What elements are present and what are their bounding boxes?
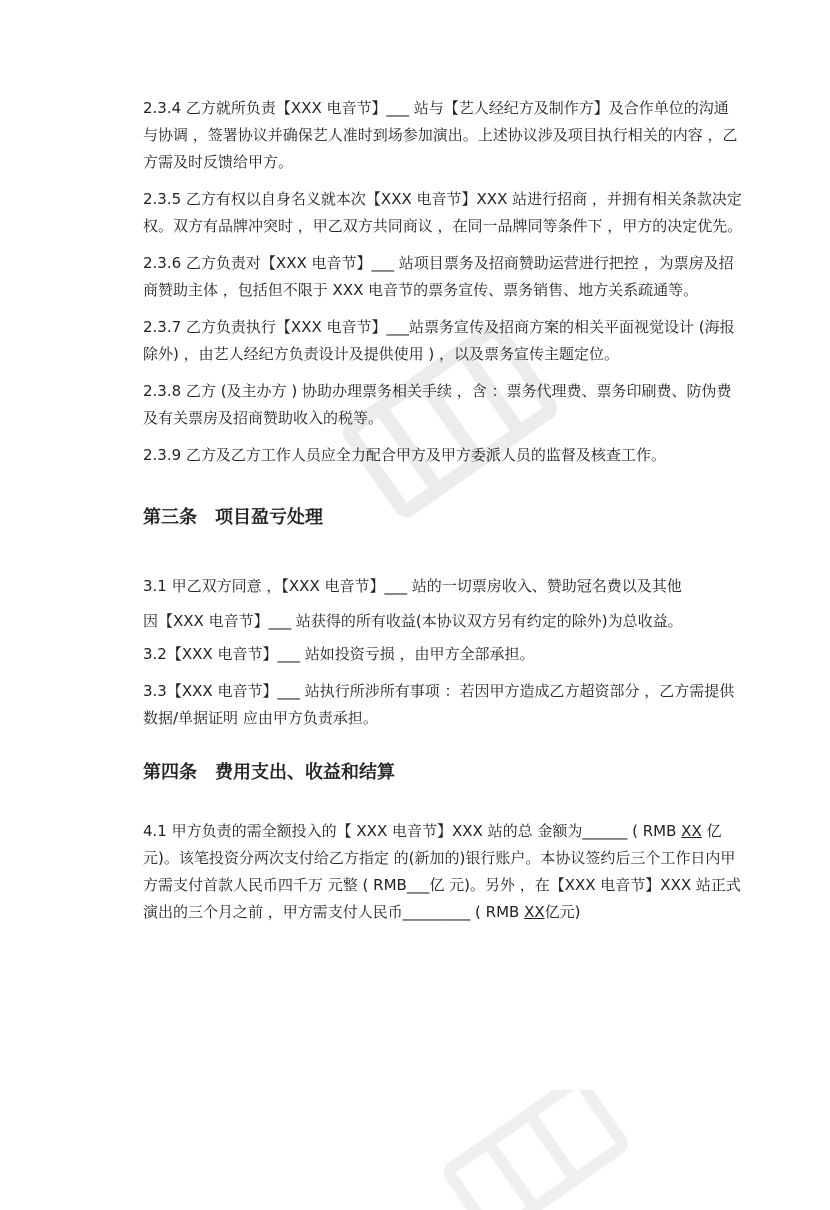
article-3-heading: 第三条 项目盈亏处理 — [143, 507, 323, 528]
clause-3-1 — [143, 569, 743, 639]
clause-3-1-line-2: 因【XXX 电音节】___ 站获得的所有收益(本协议双方另有约定的除外)为总收益。 — [143, 612, 683, 630]
clause-4-1-part-a: 4.1 甲方负责的需全额投入的【 XXX 电音节】XXX 站的总 金额为______ ( RMB — [143, 822, 682, 840]
watermark-graphic-bottom — [430, 1090, 630, 1210]
clause-2-3-9: 2.3.9 乙方及乙方工作人员应全力配合甲方及甲方委派人员的监督及核查工作。 — [143, 446, 666, 464]
clause-4-1-xx-2: XX — [524, 903, 545, 921]
clause-2-3-5: 2.3.5 乙方有权以自身名义就本次【XXX 电音节】XXX 站进行招商 ，并拥有相关条款决定权。双方有品牌冲突时 ，甲乙双方共同商议 ，在同一品牌同等条件下 ，甲方的决定优先。 — [143, 190, 743, 235]
clause-4-1-part-c: 亿元) — [544, 903, 581, 921]
article-4-heading: 第四条 费用支出、收益和结算 — [143, 762, 395, 783]
clause-4-1-xx-1: XX — [681, 822, 702, 840]
clause-2-3-4: 2.3.4 乙方就所负责【XXX 电音节】___ 站与【艺人经纪方及制作方】及合作单位的沟通与协调 ，签署协议并确保艺人准时到场参加演出。上述协议涉及项目执行相关的内容 ，乙方需及时反馈给甲方。 — [143, 99, 738, 171]
document-page — [143, 95, 743, 936]
clause-4-1-part-b: 亿元)。该笔投资分两次支付给乙方指定 的(新加的)银行账户。本协议签约后三个工作日内甲方需支付首款人民币四千万 元整 ( RMB___亿 元)。另外 ，在【XXX 电音节】XXX 站正式演出的三个月之前 ，甲方需支付人民币_________ ( RMB — [143, 822, 741, 921]
clause-3-1-line-1: 3.1 甲乙双方同意 ，【XXX 电音节】___ 站的一切票房收入、赞助冠名费以及其他 — [143, 577, 682, 595]
clause-2-3-7: 2.3.7 乙方负责执行【XXX 电音节】___站票务宣传及招商方案的相关平面视觉设计 (海报除外) ，由艺人经纪方负责设计及提供使用 ) ，以及票务宣传主题定位。 — [143, 318, 735, 363]
clause-2-3-6: 2.3.6 乙方负责对【XXX 电音节】___ 站项目票务及招商赞助运营进行把控 ，为票房及招商赞助主体 ，包括但不限于 XXX 电音节的票务宣传、票务销售、地方关系疏通等。 — [143, 254, 734, 299]
clause-3-3: 3.3【XXX 电音节】___ 站执行所涉所有事项 ：若因甲方造成乙方超资部分 ，乙方需提供数据/单据证明 应由甲方负责承担。 — [143, 682, 735, 727]
clause-3-2: 3.2【XXX 电音节】___ 站如投资亏损 ，由甲方全部承担。 — [143, 645, 535, 663]
clause-2-3-8: 2.3.8 乙方 (及主办方 ) 协助办理票务相关手续 ，含 ：票务代理费、票务印刷费、防伪费及有关票房及招商赞助收入的税等。 — [143, 382, 732, 427]
clause-4-1 — [143, 818, 743, 926]
